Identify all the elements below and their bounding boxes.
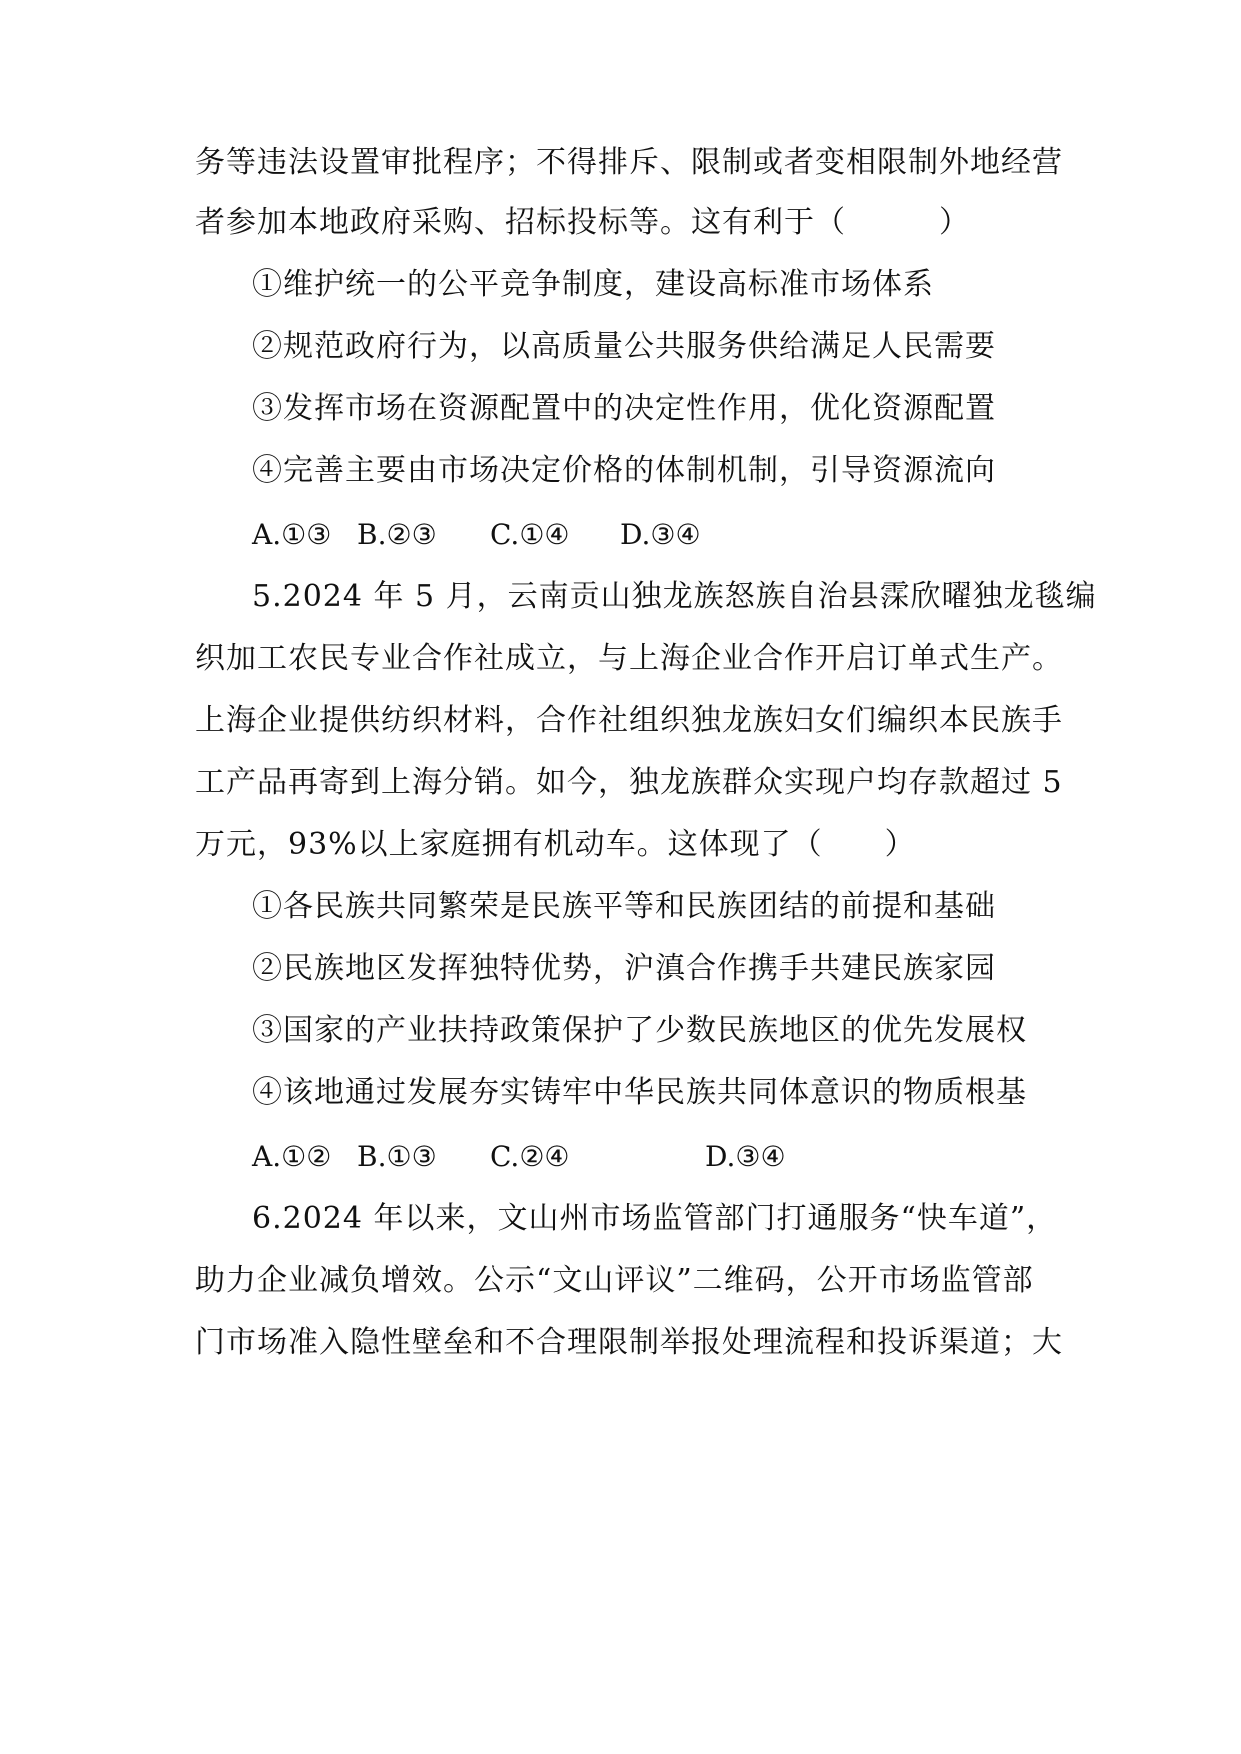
q5-option-b: B.①③ <box>357 1140 437 1173</box>
q5-option-a: A.①② <box>252 1140 332 1173</box>
q5-stem-line-5: 万元，93%以上家庭拥有机动车。这体现了（ ） <box>195 827 916 862</box>
q5-stem-line-1: 5.2024 年 5 月，云南贡山独龙族怒族自治县霂欣曜独龙毯编 <box>252 579 1097 614</box>
q4-option-b: B.②③ <box>357 518 437 551</box>
q5-option-c: C.②④ <box>490 1140 570 1173</box>
q4-option-d: D.③④ <box>620 518 701 551</box>
q5-item-2: ②民族地区发挥独特优势，沪滇合作携手共建民族家园 <box>252 951 996 986</box>
q4-option-a: A.①③ <box>252 518 332 551</box>
q5-option-d: D.③④ <box>705 1140 786 1173</box>
q4-stem-line-2: 者参加本地政府采购、招标投标等。这有利于（ ） <box>195 205 970 240</box>
q4-item-1: ①维护统一的公平竞争制度，建设高标准市场体系 <box>252 267 934 302</box>
q6-stem-line-1: 6.2024 年以来，文山州市场监管部门打通服务“快车道”， <box>252 1201 1058 1236</box>
q5-item-4: ④该地通过发展夯实铸牢中华民族共同体意识的物质根基 <box>252 1075 1027 1110</box>
q4-item-3: ③发挥市场在资源配置中的决定性作用，优化资源配置 <box>252 391 996 426</box>
q4-item-2: ②规范政府行为，以高质量公共服务供给满足人民需要 <box>252 329 996 364</box>
q5-stem-line-4: 工产品再寄到上海分销。如今，独龙族群众实现户均存款超过 5 <box>195 765 1063 800</box>
q6-stem-line-3: 门市场准入隐性壁垒和不合理限制举报处理流程和投诉渠道；大 <box>195 1325 1063 1360</box>
q6-stem-line-2: 助力企业减负增效。公示“文山评议”二维码，公开市场监管部 <box>195 1263 1034 1298</box>
q5-stem-line-3: 上海企业提供纺织材料，合作社组织独龙族妇女们编织本民族手 <box>195 703 1063 738</box>
q5-stem-line-2: 织加工农民专业合作社成立，与上海企业合作开启订单式生产。 <box>195 641 1063 676</box>
q4-stem-line-1: 务等违法设置审批程序；不得排斥、限制或者变相限制外地经营 <box>195 145 1063 180</box>
q5-item-1: ①各民族共同繁荣是民族平等和民族团结的前提和基础 <box>252 889 996 924</box>
q4-option-c: C.①④ <box>490 518 570 551</box>
q4-item-4: ④完善主要由市场决定价格的体制机制，引导资源流向 <box>252 453 996 488</box>
q5-item-3: ③国家的产业扶持政策保护了少数民族地区的优先发展权 <box>252 1013 1027 1048</box>
